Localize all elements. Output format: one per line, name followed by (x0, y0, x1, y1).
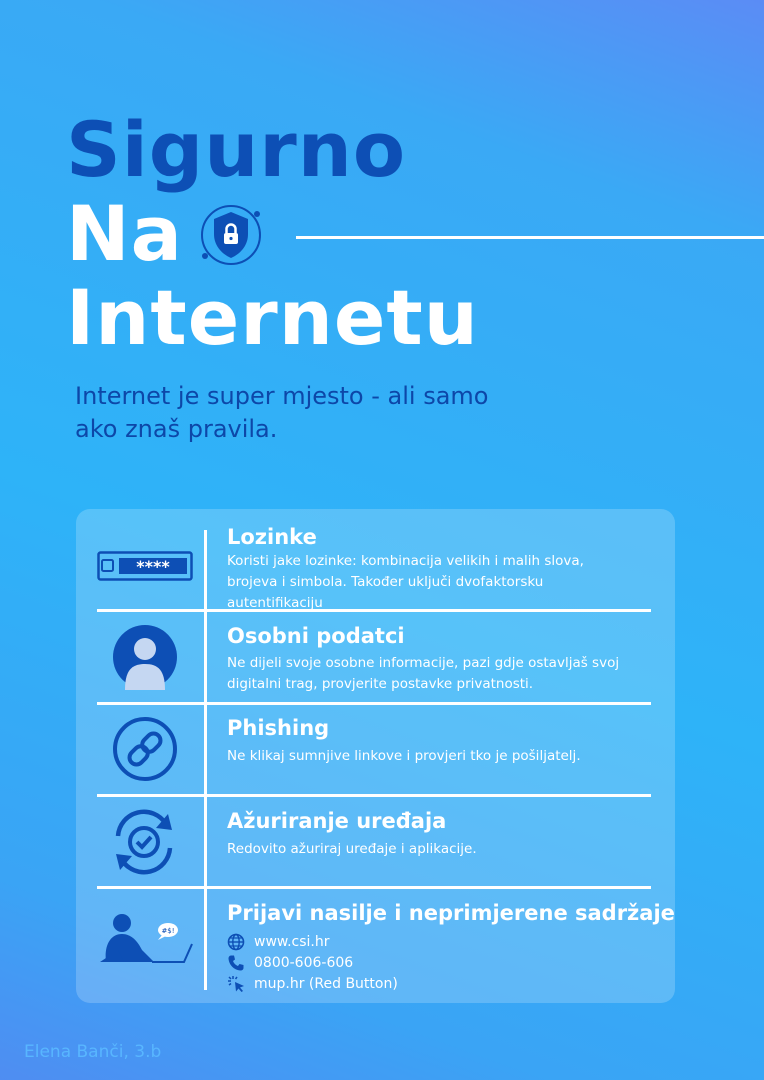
contact-website-text: www.csi.hr (254, 934, 330, 950)
phone-icon (227, 954, 245, 972)
svg-text:#$!: #$! (161, 927, 175, 935)
section-title-lozinke: Lozinke (227, 525, 317, 549)
link-icon (112, 716, 178, 782)
row-divider (97, 702, 651, 705)
section-title-azuriranje: Ažuriranje uređaja (227, 809, 447, 833)
section-desc-osobni-podatci: Ne dijeli svoje osobne informacije, pazi gdje ostavljaš svoj digitalni trag, provjerite postavke privatnosti. (227, 655, 620, 692)
section-desc-phishing: Ne klikaj sumnjive linkove i provjeri tko je pošiljatelj. (227, 748, 581, 764)
card-vertical-divider (204, 530, 207, 990)
subtitle: Internet je super mjesto - ali samo ako znaš pravila. (75, 382, 489, 443)
title-line-2: Na (66, 189, 183, 278)
row-divider (97, 794, 651, 797)
contact-phone-text: 0800-606-606 (254, 955, 354, 971)
title-line-3: Internetu (66, 273, 479, 362)
section-title-osobni-podatci: Osobni podatci (227, 624, 405, 648)
author-credit: Elena Banči, 3.b (24, 1042, 162, 1062)
sad-person-laptop-icon (98, 910, 194, 966)
contact-report[interactable] (227, 975, 398, 993)
cursor-click-icon (227, 975, 245, 993)
person-avatar-icon (112, 624, 178, 690)
contact-report-text: mup.hr (Red Button) (254, 976, 398, 992)
password-field-icon (97, 551, 193, 581)
globe-icon (227, 933, 245, 951)
row-divider (97, 886, 651, 889)
section-title-phishing: Phishing (227, 716, 330, 740)
shield-lock-icon (196, 200, 266, 270)
decorative-line (296, 236, 764, 239)
section-desc-lozinke: Koristi jake lozinke: kombinacija velikih i malih slova, brojeva i simbola. Također uključi dvofaktorsku autentifikaciju (227, 553, 584, 611)
section-desc-azuriranje: Redovito ažuriraj uređaje i aplikacije. (227, 841, 477, 857)
contact-website[interactable] (227, 933, 329, 951)
title-line-1: Sigurno (66, 105, 407, 194)
section-title-prijavi: Prijavi nasilje i neprimjerene sadržaje (227, 901, 675, 925)
update-check-icon (106, 806, 182, 878)
contact-phone[interactable] (227, 954, 353, 972)
password-mask: **** (136, 557, 170, 576)
